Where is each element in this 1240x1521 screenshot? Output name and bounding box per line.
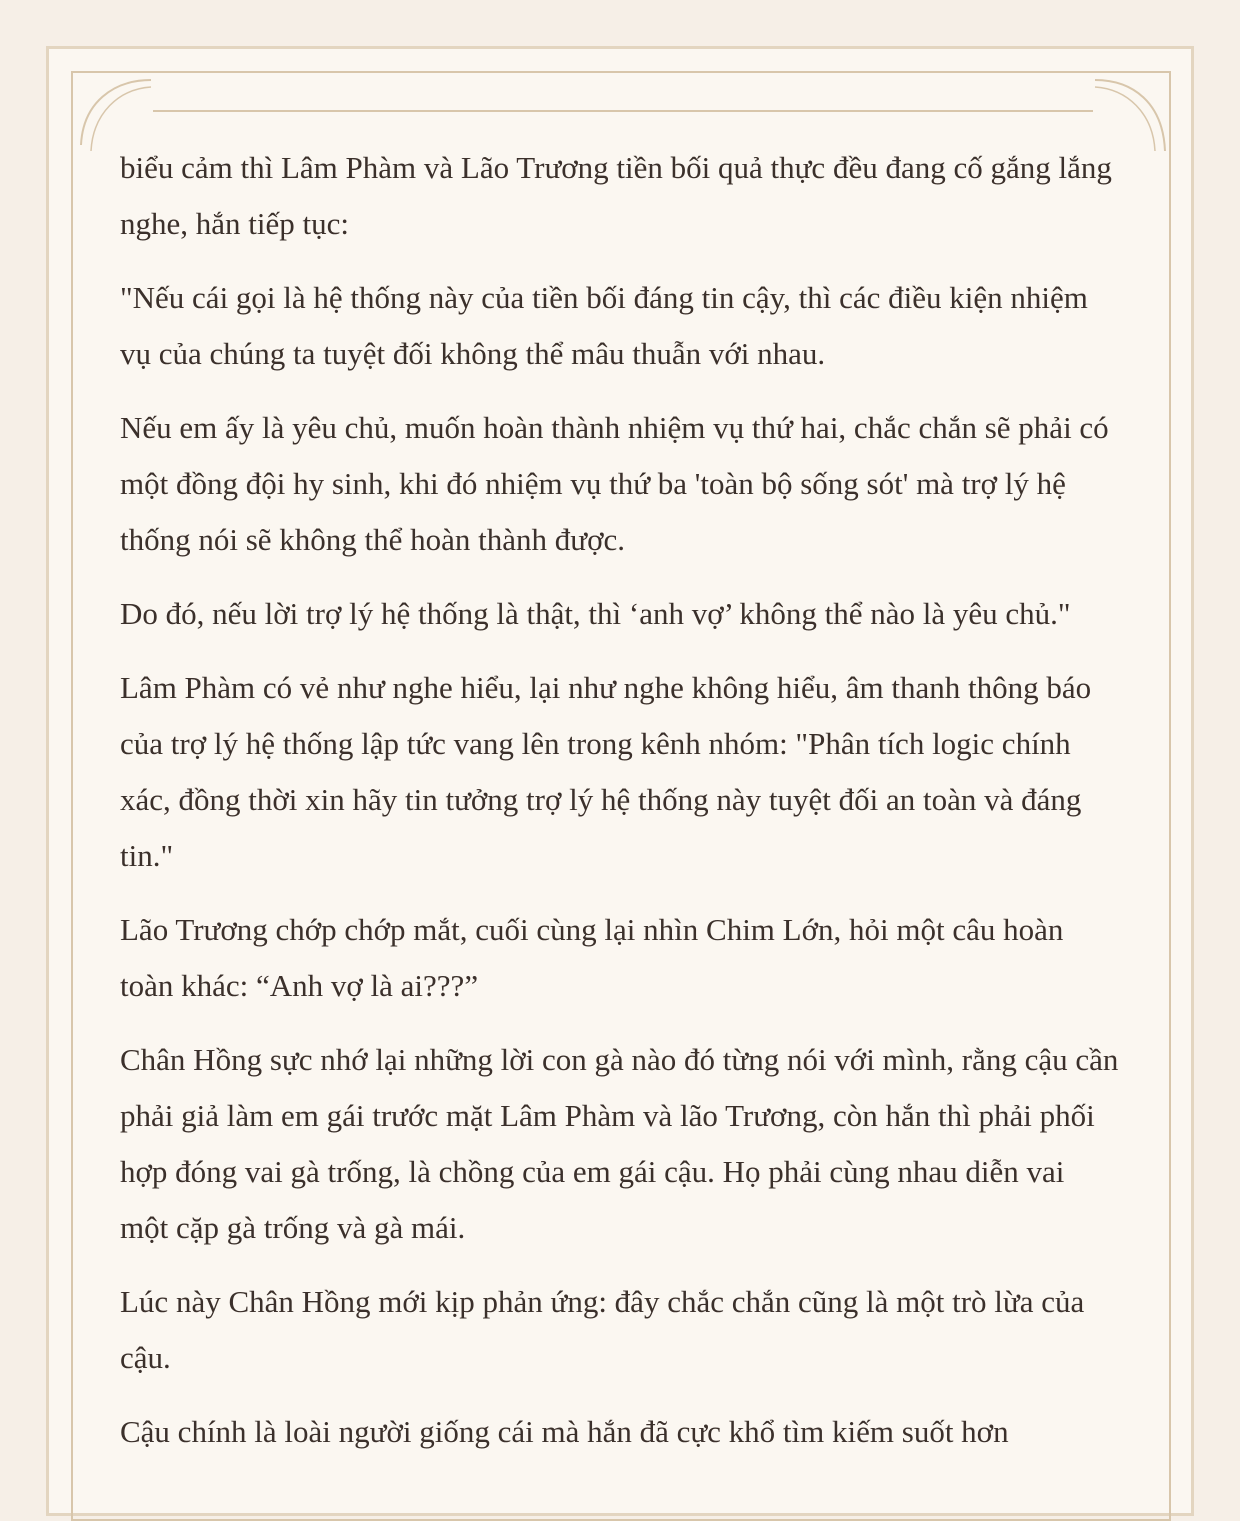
paragraph: Do đó, nếu lời trợ lý hệ thống là thật, thì ‘anh vợ’ không thể nào là yêu chủ." (120, 596, 1071, 631)
paragraph: "Nếu cái gọi là hệ thống này của tiền bối đáng tin cậy, thì các điều kiện nhiệm vụ của chúng ta tuyệt đối không thể mâu thuẫn với nhau. (120, 280, 1088, 371)
paragraph: Lão Trương chớp chớp mắt, cuối cùng lại nhìn Chim Lớn, hỏi một câu hoàn toàn khác: “Anh vợ là ai???” (120, 912, 1064, 1003)
paragraph: biểu cảm thì Lâm Phàm và Lão Trương tiền bối quả thực đều đang cố gắng lắng nghe, hắn tiếp tục: (120, 150, 1112, 241)
paragraph: Lúc này Chân Hồng mới kịp phản ứng: đây chắc chắn cũng là một trò lừa của cậu. (120, 1284, 1085, 1375)
paragraph: Chân Hồng sực nhớ lại những lời con gà nào đó từng nói với mình, rằng cậu cần phải giả làm em gái trước mặt Lâm Phàm và lão Trương, còn hắn thì phải phối hợp đóng vai gà trống, là chồng của em gái cậu. Họ phải cùng nhau diễn vai một cặp gà trống và gà mái. (120, 1042, 1119, 1245)
paragraph: Lâm Phàm có vẻ như nghe hiểu, lại như nghe không hiểu, âm thanh thông báo của trợ lý hệ thống lập tức vang lên trong kênh nhóm: "Phân tích logic chính xác, đồng thời xin hãy tin tưởng trợ lý hệ thống này tuyệt đối an toàn và đáng tin." (120, 670, 1092, 873)
text-content (120, 140, 1120, 1478)
paragraph: Cậu chính là loài người giống cái mà hắn đã cực khổ tìm kiếm suốt hơn (120, 1414, 1009, 1449)
paragraph: Nếu em ấy là yêu chủ, muốn hoàn thành nhiệm vụ thứ hai, chắc chắn sẽ phải có một đồng đội hy sinh, khi đó nhiệm vụ thứ ba 'toàn bộ sống sót' mà trợ lý hệ thống nói sẽ không thể hoàn thành được. (120, 410, 1109, 557)
